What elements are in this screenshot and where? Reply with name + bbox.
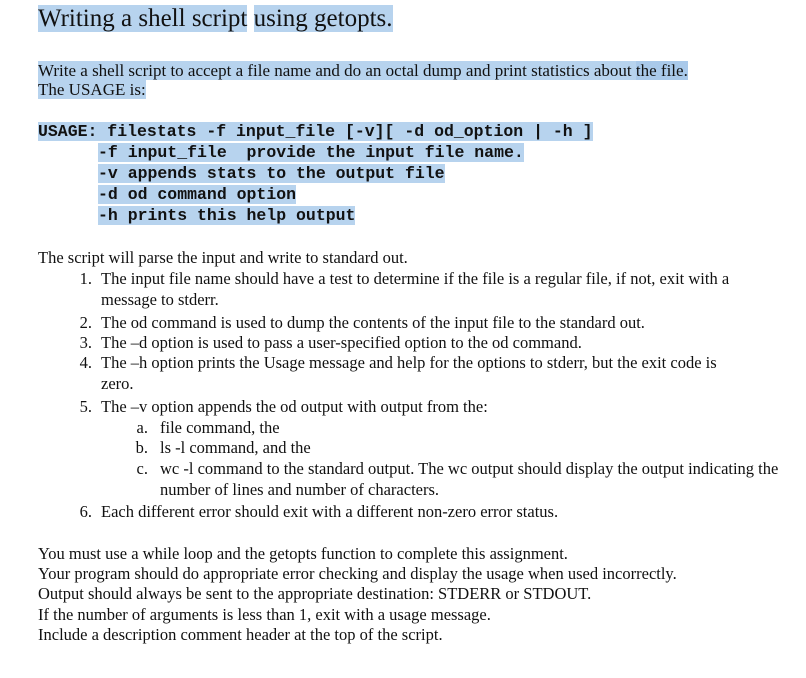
intro-line-2	[38, 80, 146, 100]
usage-line-3	[98, 163, 445, 184]
list-item	[0, 269, 806, 311]
footer-line-4: If the number of arguments is less than 1, exit with a usage message.	[38, 605, 491, 624]
sub-list-item-letter: c.	[136, 459, 148, 478]
sub-list-item-text: ls -l command, and the	[160, 438, 311, 457]
footer-line-1: You must use a while loop and the getopts function to complete this assignment.	[38, 544, 568, 563]
usage-line-5-text: -h prints this help output	[98, 206, 356, 225]
usage-line-2-text: -f input_file provide the input file name.	[98, 143, 524, 162]
footer-line-2: Your program should do appropriate error checking and display the usage when used incorrectly.	[38, 564, 677, 583]
sub-list-item-text: file command, the	[160, 418, 280, 437]
list-item-number: 3.	[79, 333, 92, 352]
usage-line-1-part-1: USAGE: filestats	[38, 122, 207, 141]
list-item-number: 4.	[79, 353, 92, 372]
list-item-text: The –d option is used to pass a user-specified option to the od command.	[101, 333, 582, 352]
footer-line-3: Output should always be sent to the appropriate destination: STDERR or STDOUT.	[38, 584, 592, 603]
intro-line-2-text: The USAGE is:	[38, 80, 146, 99]
sub-list-item-text: wc -l command to the standard output. The wc output should display the output indicating the number of lines and number of characters.	[160, 459, 779, 499]
page-title	[38, 4, 393, 34]
title-part-2	[247, 5, 253, 32]
list-item-text: The input file name should have a test to determine if the file is a regular file, if not, exit with a message to stderr.	[101, 269, 730, 309]
usage-line-4	[98, 184, 296, 205]
list-item-number: 5.	[79, 397, 92, 416]
list-item-number: 1.	[79, 269, 92, 288]
usage-line-1	[38, 121, 593, 142]
intro-line-1-part-1: Write a shell script to accept a file name and do an octal dump and print statistics about	[38, 61, 636, 80]
title-part-1: Writing a shell script	[38, 5, 248, 32]
list-item-text: Each different error should exit with a different non-zero error status.	[101, 502, 559, 521]
title-part-4: .	[386, 5, 393, 32]
sub-list-item-letter: a.	[136, 418, 148, 437]
list-item-number: 6.	[79, 502, 92, 521]
body-intro: The script will parse the input and write to standard out.	[38, 248, 408, 267]
usage-line-2	[98, 142, 524, 163]
usage-line-4-text: -d od command option	[98, 185, 297, 204]
list-item-text: The –v option appends the od output with output from the:	[101, 397, 488, 416]
usage-line-3-text: -v appends stats to the output file	[98, 164, 445, 183]
usage-line-1-part-2: -f input_file	[206, 122, 345, 141]
intro-line-1-part-2: the file.	[635, 61, 688, 80]
title-part-3: using getopts	[253, 5, 387, 32]
intro-line-1	[38, 61, 688, 81]
list-item-text: The od command is used to dump the contents of the input file to the standard out.	[101, 313, 645, 332]
usage-line-5	[98, 205, 355, 226]
footer-line-5: Include a description comment header at the top of the script.	[38, 625, 443, 644]
list-item-text: The –h option prints the Usage message and help for the options to stderr, but the exit code is zero.	[101, 353, 717, 393]
usage-line-1-part-4: | -h ]	[533, 122, 593, 141]
usage-line-1-part-3: [-v][ -d od_option	[344, 122, 534, 141]
list-item-number: 2.	[79, 313, 92, 332]
sub-list-item-letter: b.	[135, 438, 148, 457]
